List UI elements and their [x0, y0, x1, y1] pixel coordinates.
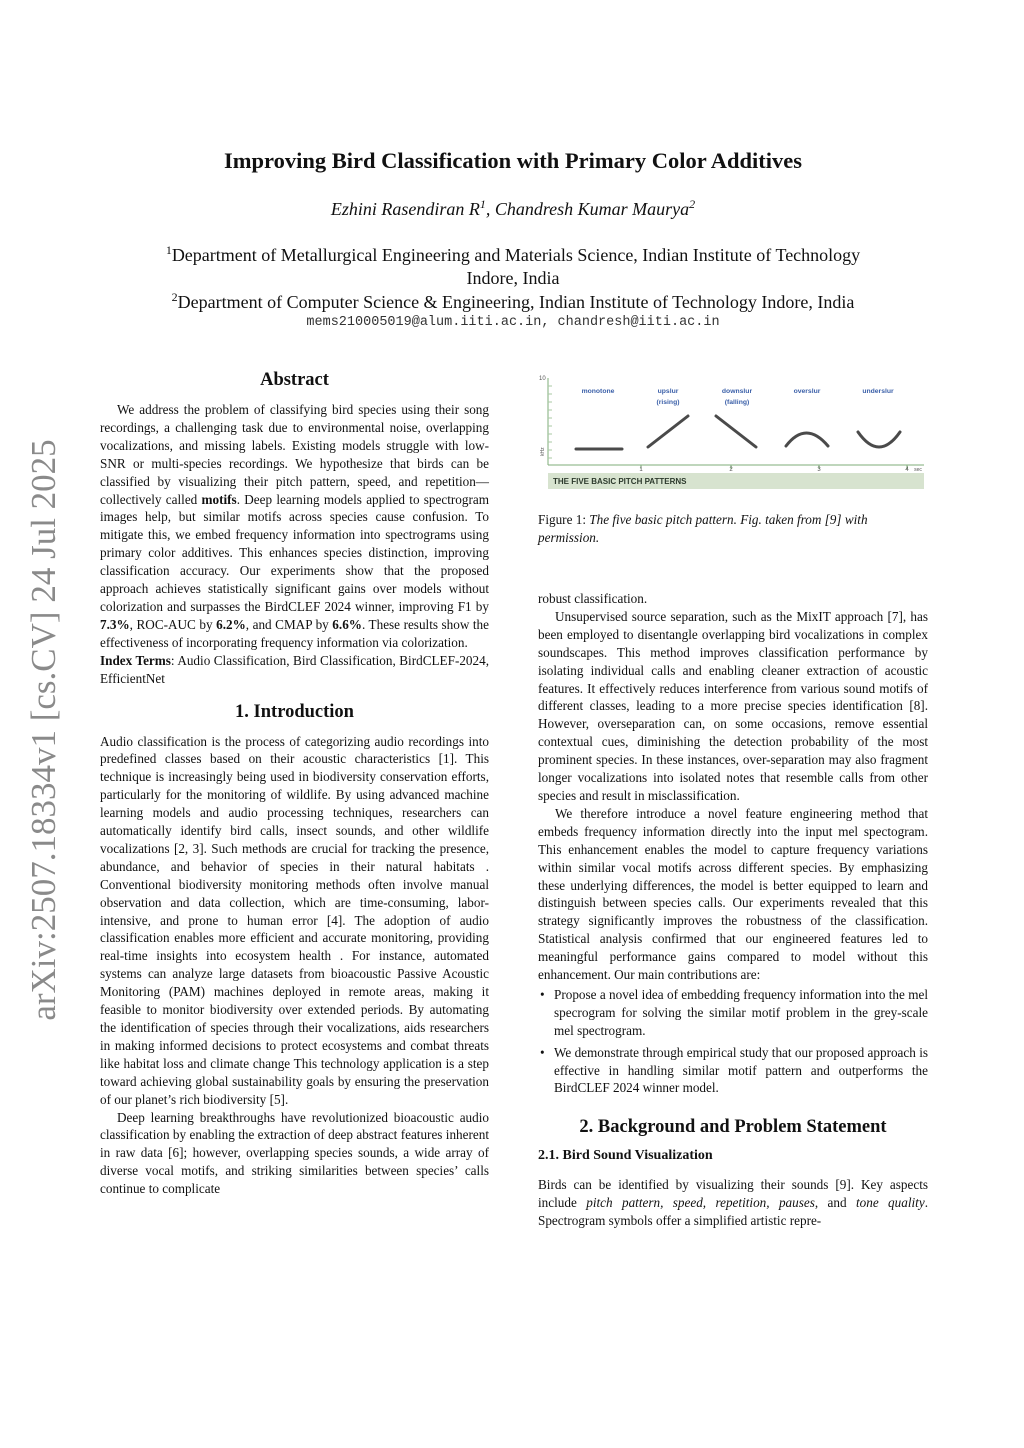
index-terms	[100, 652, 489, 688]
affiliation-2-sup: 2	[171, 290, 178, 304]
abstract-cmap-value: 6.6%	[332, 616, 362, 632]
fig-y-label: kHz	[540, 447, 546, 456]
s21-part-d: tone quality	[855, 1195, 925, 1211]
abstract-f1-value: 7.3%	[100, 616, 130, 632]
section-2-heading: 2. Background and Problem Statement	[579, 1117, 887, 1138]
contribution-text-1: Propose a novel idea of embedding frequency information into the mel specrogram for solving the similar motif problem in the grey-scale mel spectrogram.	[554, 986, 928, 1038]
right-column	[538, 590, 928, 1230]
fig-label-upslur: upslur	[657, 388, 679, 395]
contributions-list	[538, 986, 928, 1097]
author-emails: mems210005019@alum.iiti.ac.in, chandresh@iiti.ac.in	[306, 315, 720, 330]
fig-label-monotone: monotone	[581, 388, 615, 395]
abstract-heading: Abstract	[260, 370, 329, 390]
fig-label-underslur: underslur	[862, 388, 894, 395]
right-paragraph-2: We therefore introduce a novel feature engineering method that embeds frequency information directly into the input mel spectogram. This enhancement enables the model to capture frequency variations within similar vocal motifs across different species. By emphasizing these underlying differences, the model is better equipped to learn and distinguish between species calls. Our experiments revealed that this strategy significantly improves the robustness of the classification. Statistical analysis confirmed that our engineered features led to meaningful performance gains compared to model without this enhancement. Our main contributions are:	[538, 805, 928, 983]
contribution-text-2: We demonstrate through empirical study that our proposed approach is effective in handling similar motif pattern and outperforms the BirdCLEF 2024 winner model.	[554, 1044, 928, 1096]
abstract-part-4: , and CMAP by	[245, 616, 333, 632]
fig-sublabel-rising: (rising)	[656, 399, 680, 406]
s21-part-e: . Spectrogram symbols offer a simplified artistic repre-	[538, 1195, 928, 1229]
author-sep: ,	[485, 199, 495, 219]
abstract-part-2: . Deep learning models applied to spectrogram images help, but similar motifs across species cause confusion. To mitigate this, we embed frequency information into spectrograms using primary color additives. This enhances species distinction, improving classification accuracy. Our experiments show that the proposed approach achieves statistically significant gains over models without colorization and surpasses the BirdCLEF 2024 winner, improving F1 by	[100, 491, 489, 614]
author-2-sup: 2	[689, 197, 696, 211]
fig-x-tick-1: 1	[639, 467, 643, 473]
right-paragraph-1: Unsupervised source separation, such as the MixIT approach [7], has been employed to disentangle overlapping bird vocalizations in complex soundscapes. This method improves classification performance by isolating individual calls and enabling cleaner extraction of acoustic features. It effectively reduces interference from various sound motifs of different classes, leading to a more precise species identification [8]. However, overseparation can, on some occasions, remove essential contextual cues, diminishing the detection probability of the most prominent species. In these instances, over-separation may also fragment longer vocalizations into isolated notes that resemble calls from other species and result in misclassification.	[538, 608, 928, 803]
contribution-item	[538, 1044, 928, 1098]
author-2: Chandresh Kumar Maurya	[494, 199, 690, 219]
fig-label-downslur: downslur	[721, 388, 753, 395]
fig-x-tick-2: 2	[729, 467, 733, 473]
abstract-text	[100, 401, 489, 652]
intro-paragraph-1: Audio classification is the process of categorizing audio recordings into predefined classes based on their acoustic characteristics [1]. This technique is increasingly being used in biodiversity conservation efforts, particularly for the monitoring of wildlife. By using advanced machine learning models and audio processing techniques, researchers can automatically identify bird calls, insect sounds, and other wildlife vocalizations [2, 3]. Such methods are crucial for tracking the presence, abundance, and behavior of species in their natural habitats . Conventional biodiversity monitoring methods often involve manual observation and data collection, which are time-consuming, labor-intensive, and prone to human error [4]. The adoption of audio classification enables more efficient and accurate monitoring, providing real-time insights into ecosystem health . For instance, automated systems can analyze large datasets from bioacoustic Passive Acoustic Monitoring (PAM) machines deployed in remote areas, making it feasible to monitor biodiversity over extended periods. By automating the identification of species through their vocalizations, aids researchers in making informed decisions to protect ecosystems and combat threats like habitat loss and climate change This technology application is a step toward achieving global sustainability goals by ensuring the preservation of our planet’s rich biodiversity [5].	[100, 733, 489, 1107]
bullet-icon: •	[540, 1044, 545, 1060]
intro-heading: 1. Introduction	[235, 701, 354, 722]
figure-1-caption	[538, 511, 928, 547]
s21-part-a: Birds can be identified by visualizing their sounds [9]. Key aspects include	[538, 1177, 928, 1211]
fig-x-tick-3: 3	[817, 467, 821, 473]
contribution-item	[538, 986, 928, 1040]
author-1: Ezhini Rasendiran R	[330, 199, 480, 219]
right-paragraph-0: robust classification.	[538, 591, 648, 606]
s21-part-b: pitch pattern, speed, repetition, pauses	[586, 1195, 815, 1211]
affiliation-2	[110, 286, 916, 314]
index-terms-text: : Audio Classification, Bird Classification, BirdCLEF-2024, EfficientNet	[100, 652, 490, 686]
fig-x-unit: sec	[914, 467, 922, 473]
affiliation-1-line2: Indore, India	[466, 268, 560, 288]
intro-paragraph-2: Deep learning breakthroughs have revolutionized bioacoustic audio classification by enabling the extraction of deep abstract features inherent in raw data [6]; however, overlapping species sounds, a wide array of diverse vocal motifs, and striking similarities between species’ calls continue to complicate	[100, 1109, 489, 1197]
subsection-2-1-heading: 2.1. Bird Sound Visualization	[538, 1148, 713, 1164]
s21-part-c: , and	[814, 1195, 856, 1211]
caption-label: Figure 1:	[538, 512, 590, 527]
author-line	[100, 197, 926, 220]
abstract-part-5: . These results show the effectiveness of incorporating frequency information via colorization.	[100, 616, 490, 650]
section-2-1-paragraph	[538, 1176, 928, 1230]
arxiv-id-text: arXiv:2507.18334v1 [cs.CV] 24 Jul 2025	[24, 439, 63, 1021]
fig-banner-title: THE FIVE BASIC PITCH PATTERNS	[553, 477, 687, 486]
affiliation-1-line1: Department of Metallurgical Engineering and Materials Science, Indian Institute of Technology	[171, 245, 861, 265]
figure-1-pitch-patterns	[538, 370, 928, 492]
affiliation-1-sup: 1	[165, 243, 172, 257]
affiliation-2-line: Department of Computer Science & Engineering, Indian Institute of Technology Indore, India	[177, 292, 855, 312]
pitch-pattern-figure	[538, 370, 928, 492]
abstract-motifs-bold: motifs	[201, 491, 237, 507]
author-1-sup: 1	[479, 197, 486, 211]
fig-x-tick-4: 4	[905, 467, 909, 473]
left-column	[100, 370, 489, 1198]
abstract-part-3: , ROC-AUC by	[129, 616, 217, 632]
abstract-roc-value: 6.2%	[216, 616, 246, 632]
index-terms-label: Index Terms	[100, 652, 171, 668]
arxiv-sidebar-id	[22, 430, 66, 1030]
caption-text: The five basic pitch pattern. Fig. taken from [9] with permission.	[538, 512, 868, 545]
fig-y-max: 10	[539, 376, 546, 382]
fig-sublabel-falling: (falling)	[724, 399, 750, 406]
bullet-icon: •	[540, 986, 545, 1002]
paper-title: Improving Bird Classification with Primary Color Additives	[224, 148, 802, 173]
abstract-part-1: We address the problem of classifying bird species using their song recordings, a challenging task due to environmental noise, overlapping vocalizations, and missing labels. Existing models struggle with low-SNR or multi-species recordings. We hypothesize that birds can be classified by visualizing their pitch pattern, speed, and repetition—collectively called	[100, 402, 489, 507]
affiliation-1	[110, 239, 916, 290]
fig-label-overslur: overslur	[793, 388, 821, 395]
